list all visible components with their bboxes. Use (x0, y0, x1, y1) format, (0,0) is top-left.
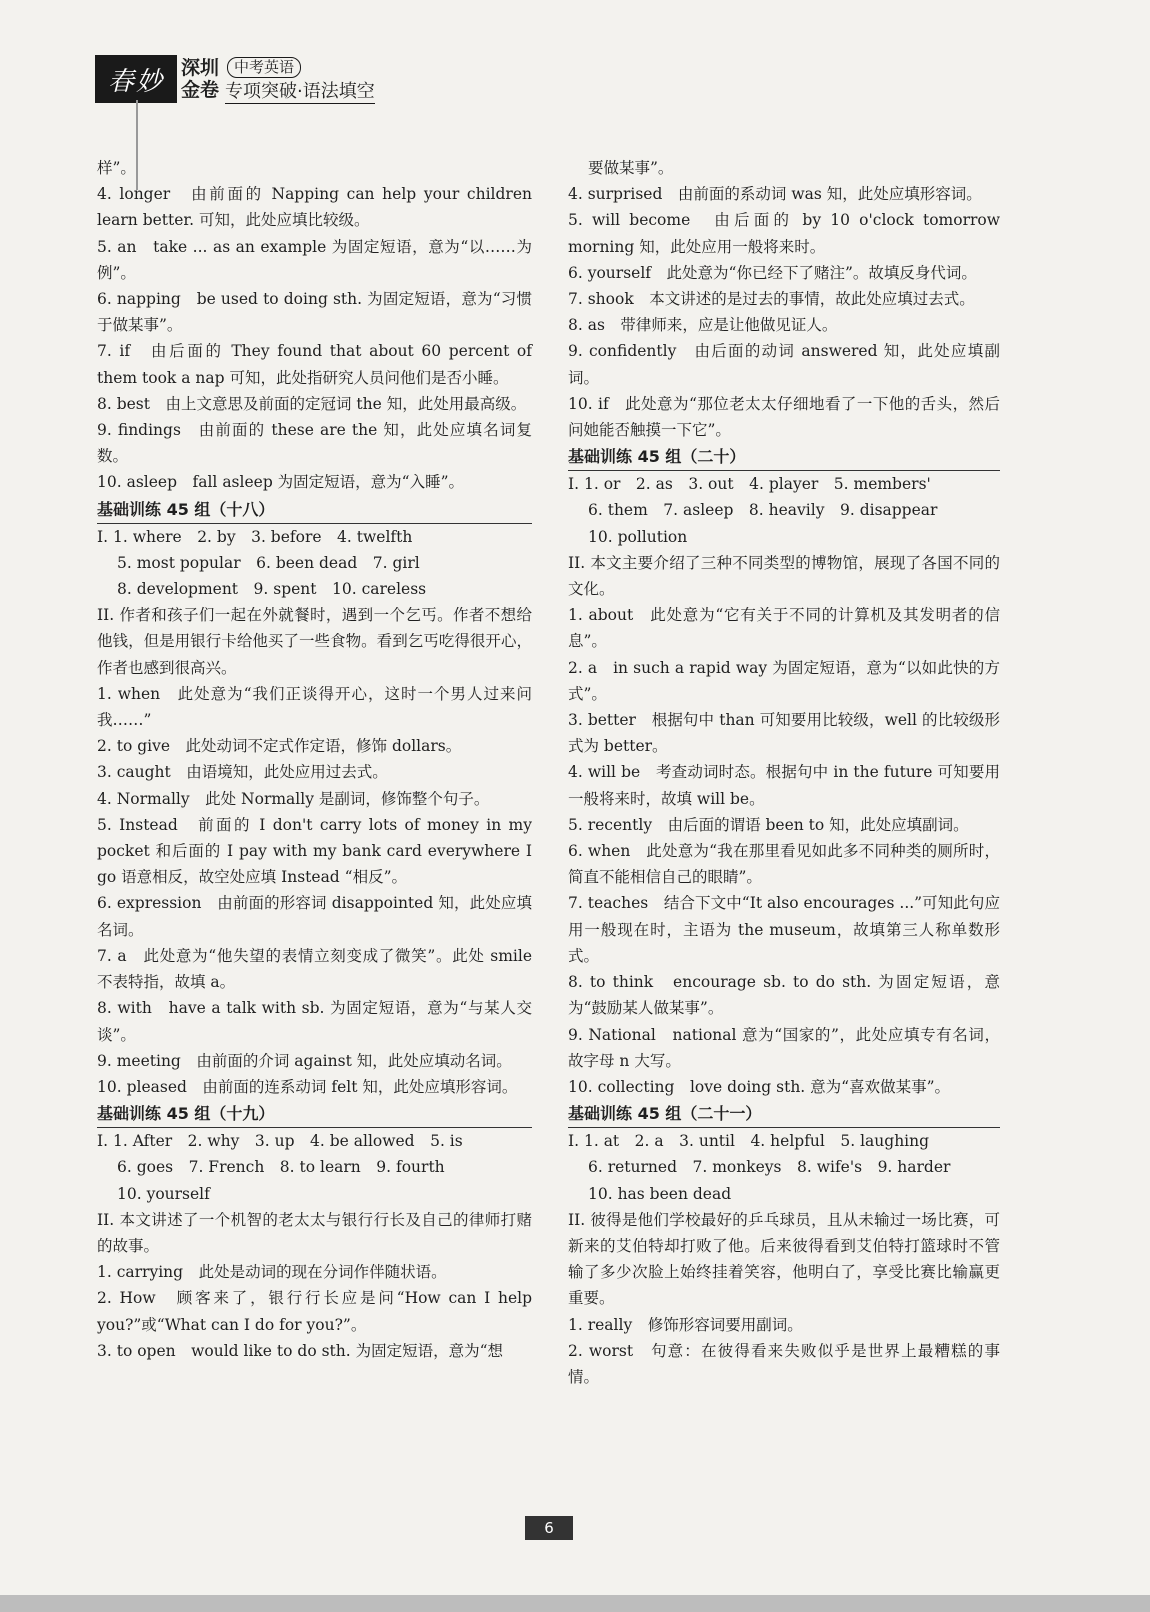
answer-line: 3. better 根据句中 than 可知要用比较级，well 的比较级形式为 better。 (568, 711, 1000, 756)
answer-line: 10. has been dead (588, 1184, 732, 1203)
answer-line: 7. if 由后面的 They found that about 60 percent of them took a nap 可知，此处指研究人员问他们是否小睡。 (97, 342, 532, 387)
header-city: 深圳 金卷 (181, 57, 220, 101)
answer-line: 7. a 此处意为“他失望的表情立刻变成了微笑”。此处 smile 不表特指，故填 a。 (97, 946, 532, 992)
answer-line: 2. worst 句意：在彼得看来失败似乎是世界上最糟糕的事情。 (568, 1341, 1000, 1386)
answer-line: I. 1. at 2. a 3. until 4. helpful 5. laughing (568, 1132, 930, 1151)
answer-line: 1. carrying 此处是动词的现在分词作伴随状语。 (97, 1263, 447, 1282)
answer-line: 10. pollution (588, 527, 688, 546)
header-tag: 中考英语 (227, 57, 301, 78)
answer-line: 6. them 7. asleep 8. heavily 9. disappear (588, 501, 938, 520)
answer-line: I. 1. where 2. by 3. before 4. twelfth (97, 527, 413, 546)
answer-line: 1. when 此处意为“我们正谈得开心，这时一个男人过来问我……” (97, 684, 532, 730)
answer-line: 8. with have a talk with sb. 为固定短语，意为“与某人交谈”。 (97, 999, 532, 1044)
answer-line: 7. shook 本文讲述的是过去的事情，故此处应填过去式。 (568, 290, 975, 309)
answer-line: 4. will be 考查动词时态。根据句中 in the future 可知要用一般将来时，故填 will be。 (568, 763, 1000, 808)
answer-line: 8. best 由上文意思及前面的定冠词 the 知，此处用最高级。 (97, 394, 527, 413)
answer-line: 6. expression 由前面的形容词 disappointed 知，此处应填名词。 (97, 894, 532, 939)
answer-line: 9. findings 由前面的 these are the 知，此处应填名词复数。 (97, 421, 532, 466)
answer-line: 3. caught 由语境知，此处应用过去式。 (97, 763, 388, 782)
answer-line: 要做某事”。 (588, 159, 674, 177)
answer-line: 9. National national 意为“国家的”，此处应填专有名词，故字母 n 大写。 (568, 1025, 1000, 1070)
answer-line: I. 1. After 2. why 3. up 4. be allowed 5. is (97, 1132, 463, 1151)
answer-line: 1. really 修饰形容词要用副词。 (568, 1315, 803, 1334)
answer-line: 5. Instead 前面的 I don't carry lots of money in my pocket 和后面的 I pay with my bank card everywhere I go 语意相反，故空处应填 Instead “相反”。 (97, 815, 532, 887)
answer-line: 4. longer 由前面的 Napping can help your children learn better. 可知，此处应填比较级。 (97, 185, 532, 230)
answer-line: 6. returned 7. monkeys 8. wife's 9. harder (588, 1158, 951, 1177)
answer-line: 9. meeting 由前面的介词 against 知，此处应填动名词。 (97, 1051, 512, 1070)
answer-line: 2. How 顾客来了，银行行长应是问“How can I help you?”或“What can I do for you?”。 (97, 1289, 532, 1334)
answer-line: 3. to open would like to do sth. 为固定短语，意为“想 (97, 1341, 504, 1360)
answer-line: 6. when 此处意为“我在那里看见如此多不同种类的厕所时，简直不能相信自己的眼睛”。 (568, 842, 1000, 887)
book-header (95, 55, 395, 107)
left-column (97, 155, 532, 1364)
answer-line: 8. to think encourage sb. to do sth. 为固定短语，意为“鼓励某人做某事”。 (568, 973, 1000, 1018)
section-heading: 基础训练 45 组（二十一） (568, 1100, 1000, 1128)
answer-line: 4. surprised 由前面的系动词 was 知，此处应填形容词。 (568, 185, 982, 204)
answer-line: 8. development 9. spent 10. careless (117, 580, 427, 599)
answer-line: 2. to give 此处动词不定式作定语，修饰 dollars。 (97, 737, 462, 756)
answer-line: 10. asleep fall asleep 为固定短语，意为“入睡”。 (97, 473, 465, 492)
answer-line: 5. will become 由后面的 by 10 o'clock tomorrow morning 知，此处应用一般将来时。 (568, 211, 1000, 256)
answer-line: 5. most popular 6. been dead 7. girl (117, 553, 420, 572)
section-heading: 基础训练 45 组（二十） (568, 443, 1000, 471)
answer-line: 5. an take ... as an example 为固定短语，意为“以……为例”。 (97, 237, 532, 282)
section-heading: 基础训练 45 组（十八） (97, 496, 532, 524)
answer-line: 10. yourself (117, 1184, 210, 1203)
answer-line: 2. a in such a rapid way 为固定短语，意为“以如此快的方式”。 (568, 658, 1000, 703)
answer-line: 样”。 (97, 159, 136, 177)
answer-line: 6. goes 7. French 8. to learn 9. fourth (117, 1158, 445, 1177)
answer-line: II. 本文主要介绍了三种不同类型的博物馆，展现了各国不同的文化。 (568, 553, 1000, 599)
answer-line: 6. napping be used to doing sth. 为固定短语，意为“习惯于做某事”。 (97, 290, 532, 335)
answer-line: II. 作者和孩子们一起在外就餐时，遇到一个乞丐。作者不想给他钱，但是用银行卡给他买了一些食物。看到乞丐吃得很开心，作者也感到很高兴。 (97, 606, 532, 677)
answer-line: I. 1. or 2. as 3. out 4. player 5. members' (568, 475, 931, 494)
answer-line: 1. about 此处意为“它有关于不同的计算机及其发明者的信息”。 (568, 606, 1000, 651)
answer-line: 8. as 带律师来，应是让他做见证人。 (568, 316, 838, 335)
answer-line: 6. yourself 此处意为“你已经下了赌注”。故填反身代词。 (568, 263, 977, 282)
answer-line: II. 彼得是他们学校最好的乒乓球员，且从未输过一场比赛，可新来的艾伯特却打败了他。后来彼得看到艾伯特打篮球时不管输了多少次脸上始终挂着笑容，他明白了，享受比赛比输赢更重要。 (568, 1210, 1000, 1308)
answer-line: II. 本文讲述了一个机智的老太太与银行行长及自己的律师打赌的故事。 (97, 1210, 532, 1255)
right-column (568, 155, 1000, 1390)
page-number: 6 (525, 1516, 573, 1540)
answer-line: 10. collecting love doing sth. 意为“喜欢做某事”。 (568, 1077, 951, 1096)
answer-line: 7. teaches 结合下文中“It also encourages ...”可知此句应用一般现在时，主语为 the museum，故填第三人称单数形式。 (568, 894, 1000, 965)
scan-edge (0, 1595, 1150, 1612)
answer-line: 9. confidently 由后面的动词 answered 知，此处应填副词。 (568, 342, 1000, 387)
answer-line: 4. Normally 此处 Normally 是副词，修饰整个句子。 (97, 789, 490, 808)
answer-line: 10. pleased 由前面的连系动词 felt 知，此处应填形容词。 (97, 1077, 518, 1096)
publisher-logo: 春妙 (95, 55, 177, 103)
answer-line: 10. if 此处意为“那位老太太仔细地看了一下他的舌头，然后问她能否触摸一下它”。 (568, 394, 1000, 440)
answer-line: 5. recently 由后面的谓语 been to 知，此处应填副词。 (568, 815, 969, 834)
section-heading: 基础训练 45 组（十九） (97, 1100, 532, 1128)
header-subtitle: 专项突破·语法填空 (225, 81, 375, 102)
